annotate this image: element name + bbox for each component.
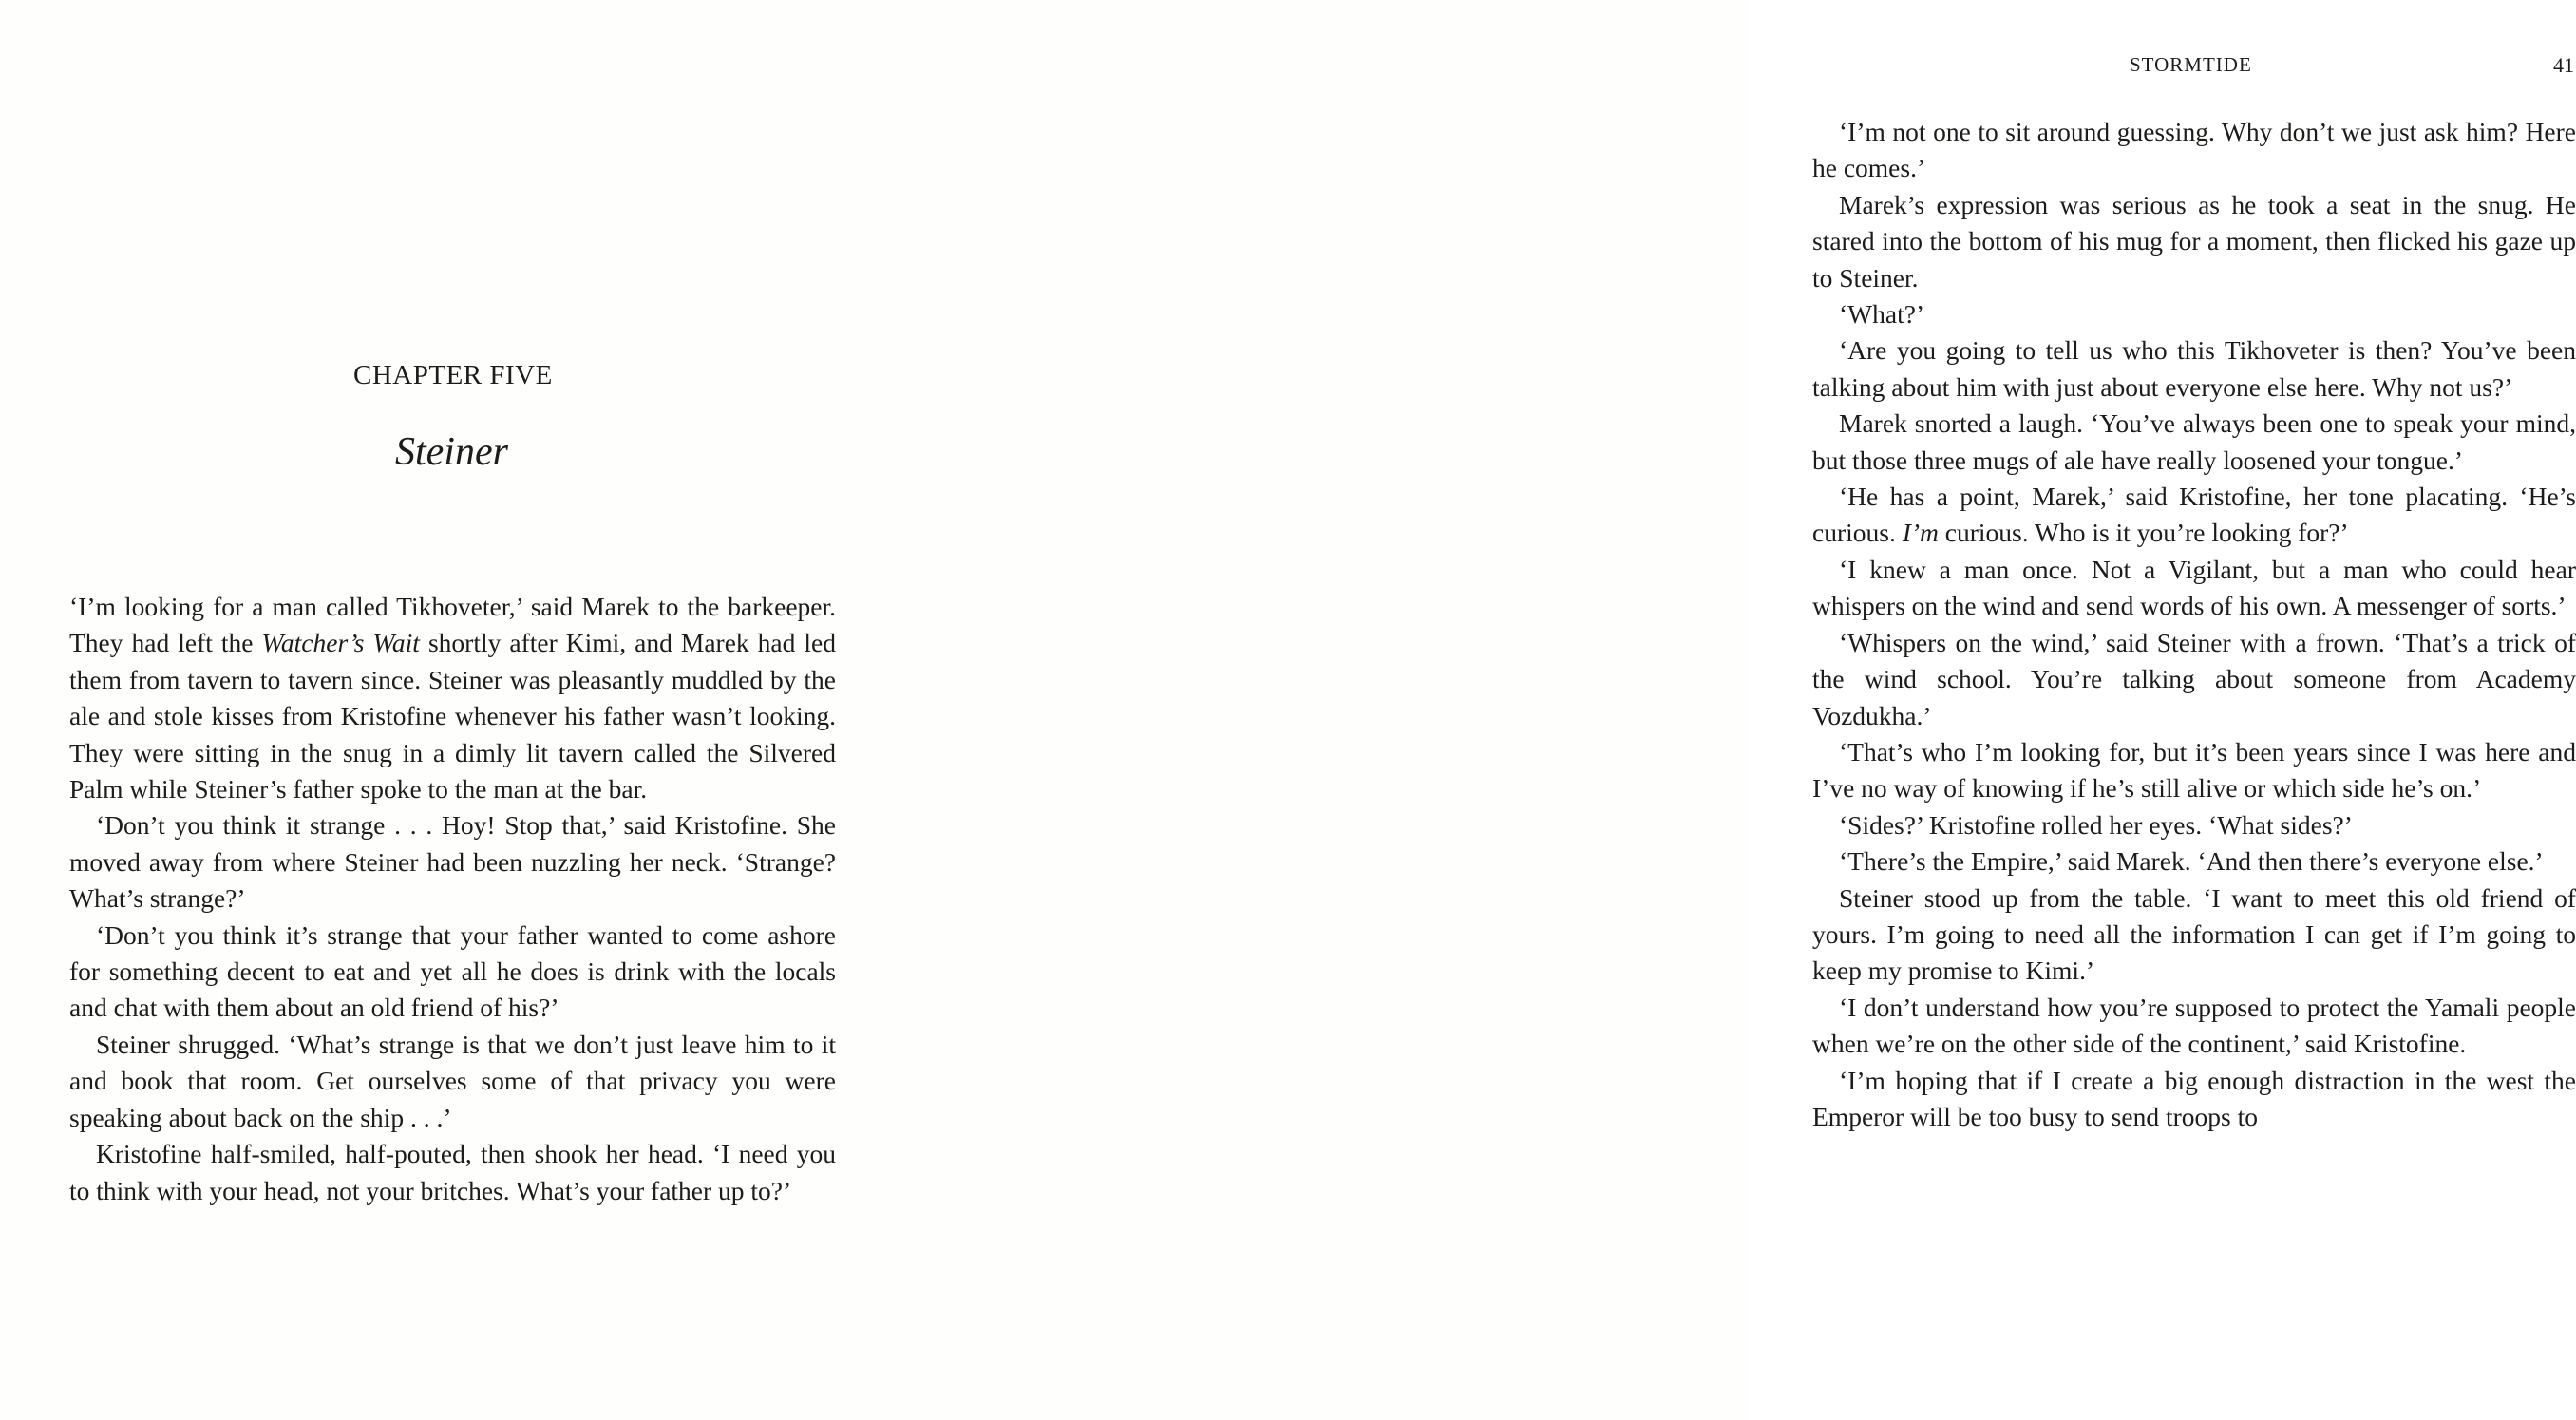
paragraph-text: Marek’s expression was serious as he took a seat in the snug. He stared into the bottom of his mug for a moment, then flicked his gaze up to Steiner. xyxy=(1812,189,2576,293)
paragraph xyxy=(1812,990,2576,1063)
running-header: STORMTIDE xyxy=(2130,53,2252,76)
paragraph xyxy=(69,1136,836,1209)
chapter-title: Steiner xyxy=(395,430,508,474)
paragraph xyxy=(69,589,836,807)
paragraph-text: Kristofine half-smiled, half-pouted, then shook her head. ‘I need you to think with your head, not your britches. What’s your father up to?’ xyxy=(69,1139,836,1205)
paragraph-text: ‘I’m hoping that if I create a big enough distraction in the west the Emperor will be too busy to send troops to xyxy=(1812,1065,2576,1131)
paragraph-text: Steiner shrugged. ‘What’s strange is that we don’t just leave him to it and book that room. Get ourselves some of that privacy you were speaking about back on the ship . . .’ xyxy=(69,1029,836,1132)
paragraph-text: ‘Don’t you think it strange . . . Hoy! Stop that,’ said Kristofine. She moved away from where Steiner had been nuzzling her neck. ‘Strange? What’s strange?’ xyxy=(69,810,836,914)
paragraph-text: ‘There’s the Empire,’ said Marek. ‘And then there’s everyone else.’ xyxy=(1839,846,2544,877)
paragraph xyxy=(69,918,836,1027)
right-page xyxy=(874,0,2576,1420)
paragraph xyxy=(1812,843,2576,880)
paragraph xyxy=(1812,479,2576,552)
paragraph-text: ‘I’m not one to sit around guessing. Why don’t we just ask him? Here he comes.’ xyxy=(1812,117,2576,183)
paragraph-text: ‘I’m looking for a man called Tikhoveter,’ said Marek to the barkeeper. They had left the xyxy=(69,592,836,658)
paragraph-text: ‘Are you going to tell us who this Tikhoveter is then? You’ve been talking about him with just about everyone else here. Why not us?’ xyxy=(1812,335,2576,402)
paragraph xyxy=(1812,734,2576,807)
paragraph-text: ‘What?’ xyxy=(1839,299,1925,330)
paragraph xyxy=(1812,187,2576,296)
left-page xyxy=(0,0,874,1420)
paragraph-text: ‘I knew a man once. Not a Vigilant, but a man who could hear whispers on the wind and send words of his own. A messenger of sorts.’ xyxy=(1812,554,2576,621)
paragraph xyxy=(1812,114,2576,187)
paragraph xyxy=(69,807,836,917)
chapter-number: CHAPTER FIVE xyxy=(353,360,553,390)
paragraph-text: Marek snorted a laugh. ‘You’ve always been one to speak your mind, but those three mugs of ale have really loosened your tongue.’ xyxy=(1812,408,2576,475)
paragraph-text: shortly after Kimi, and Marek had led them from tavern to tavern since. Steiner was pleasantly muddled by the ale and stole kisses from Kristofine whenever his father wasn’t looking. They were sitting in the snug in a dimly lit tavern called the Silvered Palm while Steiner’s father spoke to the man at the bar. xyxy=(69,628,836,805)
paragraph-text: ‘Sides?’ Kristofine rolled her eyes. ‘What sides?’ xyxy=(1839,809,2353,840)
paragraph-text: ‘I don’t understand how you’re supposed to protect the Yamali people when we’re on the other side of the continent,’ said Kristofine. xyxy=(1812,992,2576,1059)
right-page-body xyxy=(1812,114,2576,1135)
paragraph xyxy=(1812,807,2576,843)
paragraph xyxy=(1812,625,2576,734)
paragraph-text: Steiner stood up from the table. ‘I want to meet this old friend of yours. I’m going to need all the information I can get if I’m going to keep my promise to Kimi.’ xyxy=(1812,882,2576,986)
paragraph xyxy=(1812,332,2576,406)
page-number: 41 xyxy=(2553,53,2574,77)
paragraph xyxy=(1812,552,2576,625)
italic-text: I’m xyxy=(1902,518,1939,548)
paragraph xyxy=(1812,880,2576,990)
paragraph xyxy=(69,1027,836,1136)
paragraph-text: ‘That’s who I’m looking for, but it’s been years since I was here and I’ve no way of knowing if he’s still alive or which side he’s on.’ xyxy=(1812,736,2576,804)
italic-text: Watcher’s Wait xyxy=(261,628,420,658)
paragraph-text: ‘Don’t you think it’s strange that your father wanted to come ashore for something decent to eat and yet all he does is drink with the locals and chat with them about an old friend of his?’ xyxy=(69,919,836,1023)
paragraph-text: ‘Whispers on the wind,’ said Steiner with a frown. ‘That’s a trick of the wind school. You’re talking about someone from Academy Vozdukha.’ xyxy=(1812,627,2576,730)
paragraph-text: ‘He has a point, Marek,’ said Kristofine, her tone placating. ‘He’s curious. xyxy=(1812,482,2576,548)
left-page-body xyxy=(69,589,836,1209)
paragraph xyxy=(1812,406,2576,479)
paragraph xyxy=(1812,1063,2576,1136)
paragraph-text: curious. Who is it you’re looking for?’ xyxy=(1938,518,2349,548)
paragraph xyxy=(1812,296,2576,332)
